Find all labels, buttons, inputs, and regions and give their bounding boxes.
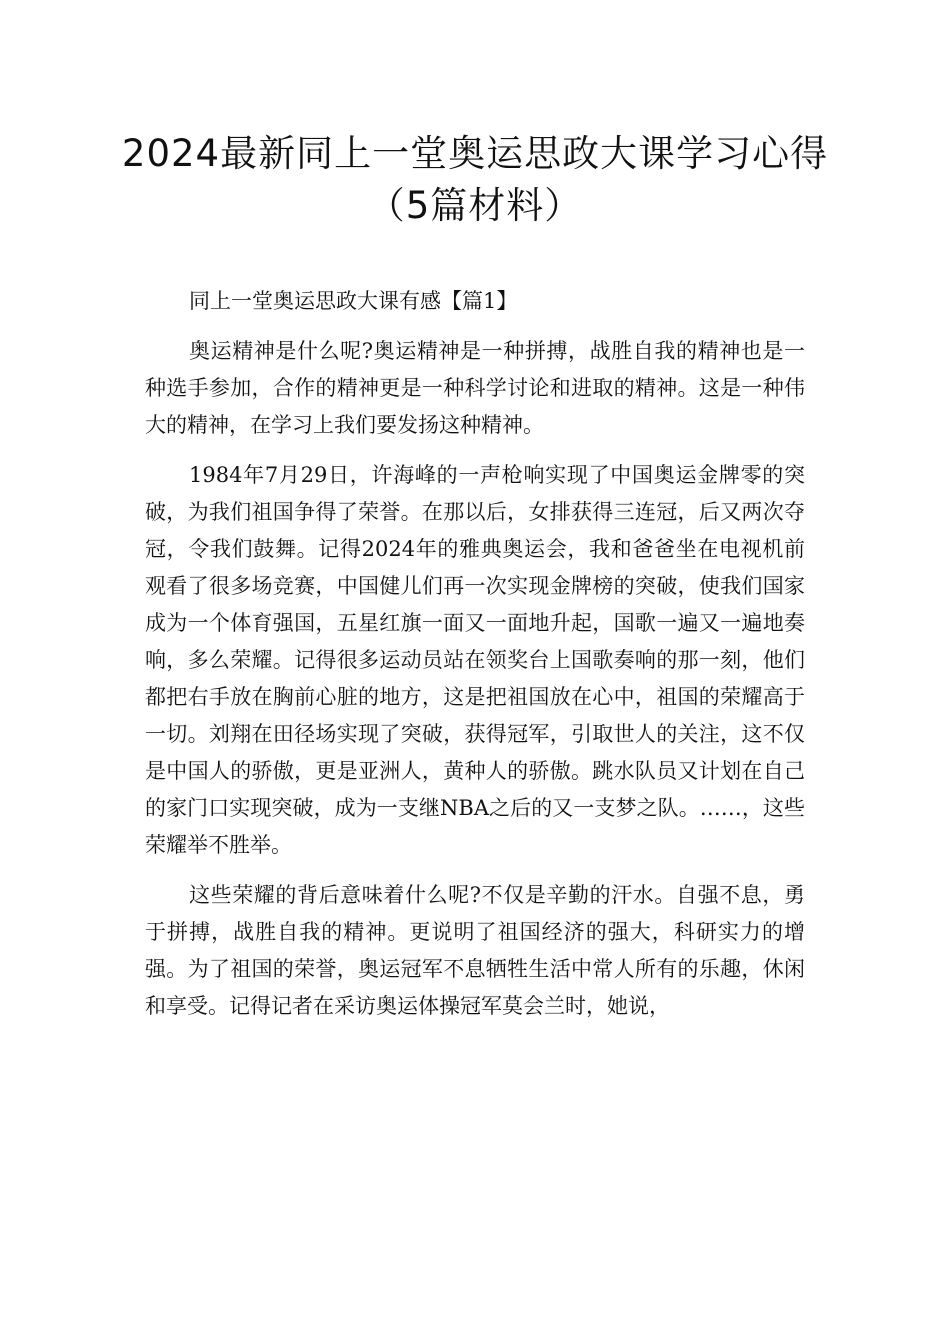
document-body [145, 283, 805, 1038]
section-heading: 同上一堂奥运思政大课有感【篇1】 [189, 289, 518, 313]
document-title: 2024最新同上一堂奥运思政大课学习心得（5篇材料） [121, 132, 829, 227]
paragraph-1: 奥运精神是什么呢?奥运精神是一种拼搏，战胜自我的精神也是一种选手参加，合作的精神更是一种科学讨论和进取的精神。这是一种伟大的精神，在学习上我们要发扬这种精神。 [145, 339, 805, 437]
paragraph-2: 1984年7月29日，许海峰的一声枪响实现了中国奥运金牌零的突破，为我们祖国争得了荣誉。在那以后，女排获得三连冠，后又两次夺冠，令我们鼓舞。记得2024年的雅典奥运会，我和爸爸坐在电视机前观看了很多场竞赛，中国健儿们再一次实现金牌榜的突破，使我们国家成为一个体育强国，五星红旗一面又一面地升起，国歌一遍又一遍地奏响，多么荣耀。记得很多运动员站在领奖台上国歌奏响的那一刻，他们都把右手放在胸前心脏的地方，这是把祖国放在心中，祖国的荣耀高于一切。刘翔在田径场实现了突破，获得冠军，引取世人的关注，这不仅是中国人的骄傲，更是亚洲人，黄种人的骄傲。跳水队员又计划在自己的家门口实现突破，成为一支继NBA之后的又一支梦之队。……，这些荣耀举不胜举。 [145, 463, 805, 857]
paragraph-3: 这些荣耀的背后意味着什么呢?不仅是辛勤的汗水。自强不息，勇于拼搏，战胜自我的精神。更说明了祖国经济的强大，科研实力的增强。为了祖国的荣誉，奥运冠军不息牺牲生活中常人所有的乐趣，休闲和享受。记得记者在采访奥运体操冠军莫会兰时，她说， [145, 883, 805, 1018]
